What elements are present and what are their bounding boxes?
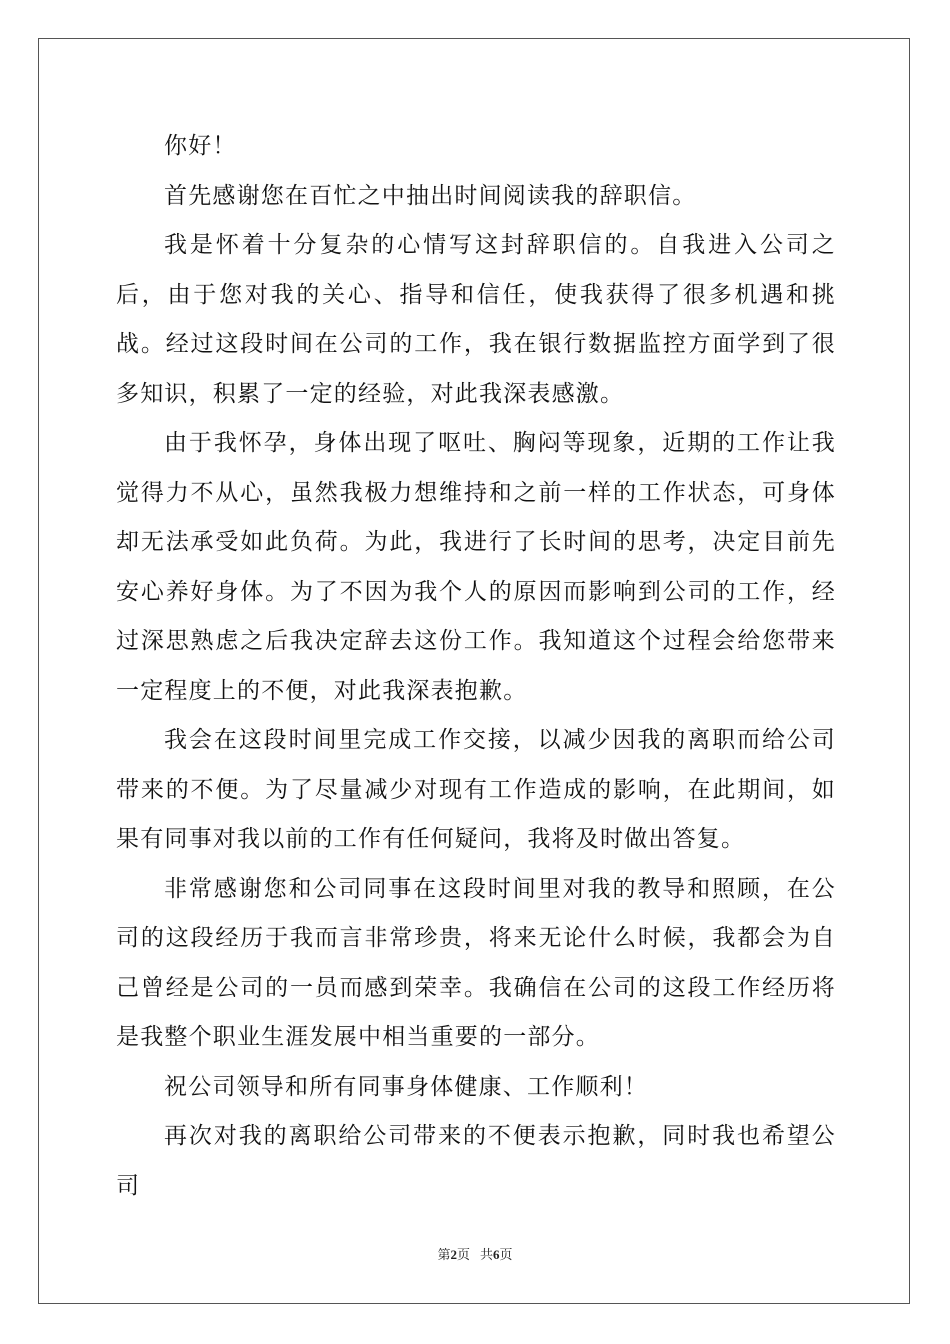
wishes-paragraph: 祝公司领导和所有同事身体健康、工作顺利！ — [164, 1073, 648, 1100]
greeting-paragraph: 你好！ — [164, 133, 237, 159]
intro-paragraph: 首先感谢您在百忙之中抽出时间阅读我的辞职信。 — [164, 182, 697, 209]
page-footer — [0, 1246, 950, 1265]
total-pages: 6 — [493, 1247, 500, 1262]
page-number: 2 — [450, 1247, 457, 1262]
body-paragraph: 我是怀着十分复杂的心情写这封辞职信的。自我进入公司之后，由于您对我的关心、指导和信任，使我获得了很多机遇和挑战。经过这段时间在公司的工作，我在银行数据监控方面学到了很多知识，积累了一定的经验，对此我深表感激。 — [116, 232, 836, 407]
total-prefix: 共 — [480, 1248, 494, 1263]
body-paragraph: 非常感谢您和公司同事在这段时间里对我的教导和照顾，在公司的这段经历于我而言非常珍贵，将来无论什么时候，我都会为自己曾经是公司的一员而感到荣幸。我确信在公司的这段工作经历将是我整个职业生涯发展中相当重要的一部分。 — [116, 875, 836, 1050]
page-suffix: 页 — [456, 1248, 470, 1263]
body-paragraph: 由于我怀孕，身体出现了呕吐、胸闷等现象，近期的工作让我觉得力不从心，虽然我极力想维持和之前一样的工作状态，可身体却无法承受如此负荷。为此，我进行了长时间的思考，决定目前先安心养好身体。为了不因为我个人的原因而影响到公司的工作，经过深思熟虑之后我决定辞去这份工作。我知道这个过程会给您带来一定程度上的不便，对此我深表抱歉。 — [116, 430, 836, 704]
page-prefix: 第 — [437, 1248, 451, 1263]
total-suffix: 页 — [499, 1248, 513, 1263]
body-paragraph: 我会在这段时间里完成工作交接，以减少因我的离职而给公司带来的不便。为了尽量减少对现有工作造成的影响，在此期间，如果有同事对我以前的工作有任何疑问，我将及时做出答复。 — [116, 727, 836, 852]
letter-body — [116, 122, 836, 1211]
closing-paragraph: 再次对我的离职给公司带来的不便表示抱歉，同时我也希望公司 — [116, 1123, 836, 1199]
